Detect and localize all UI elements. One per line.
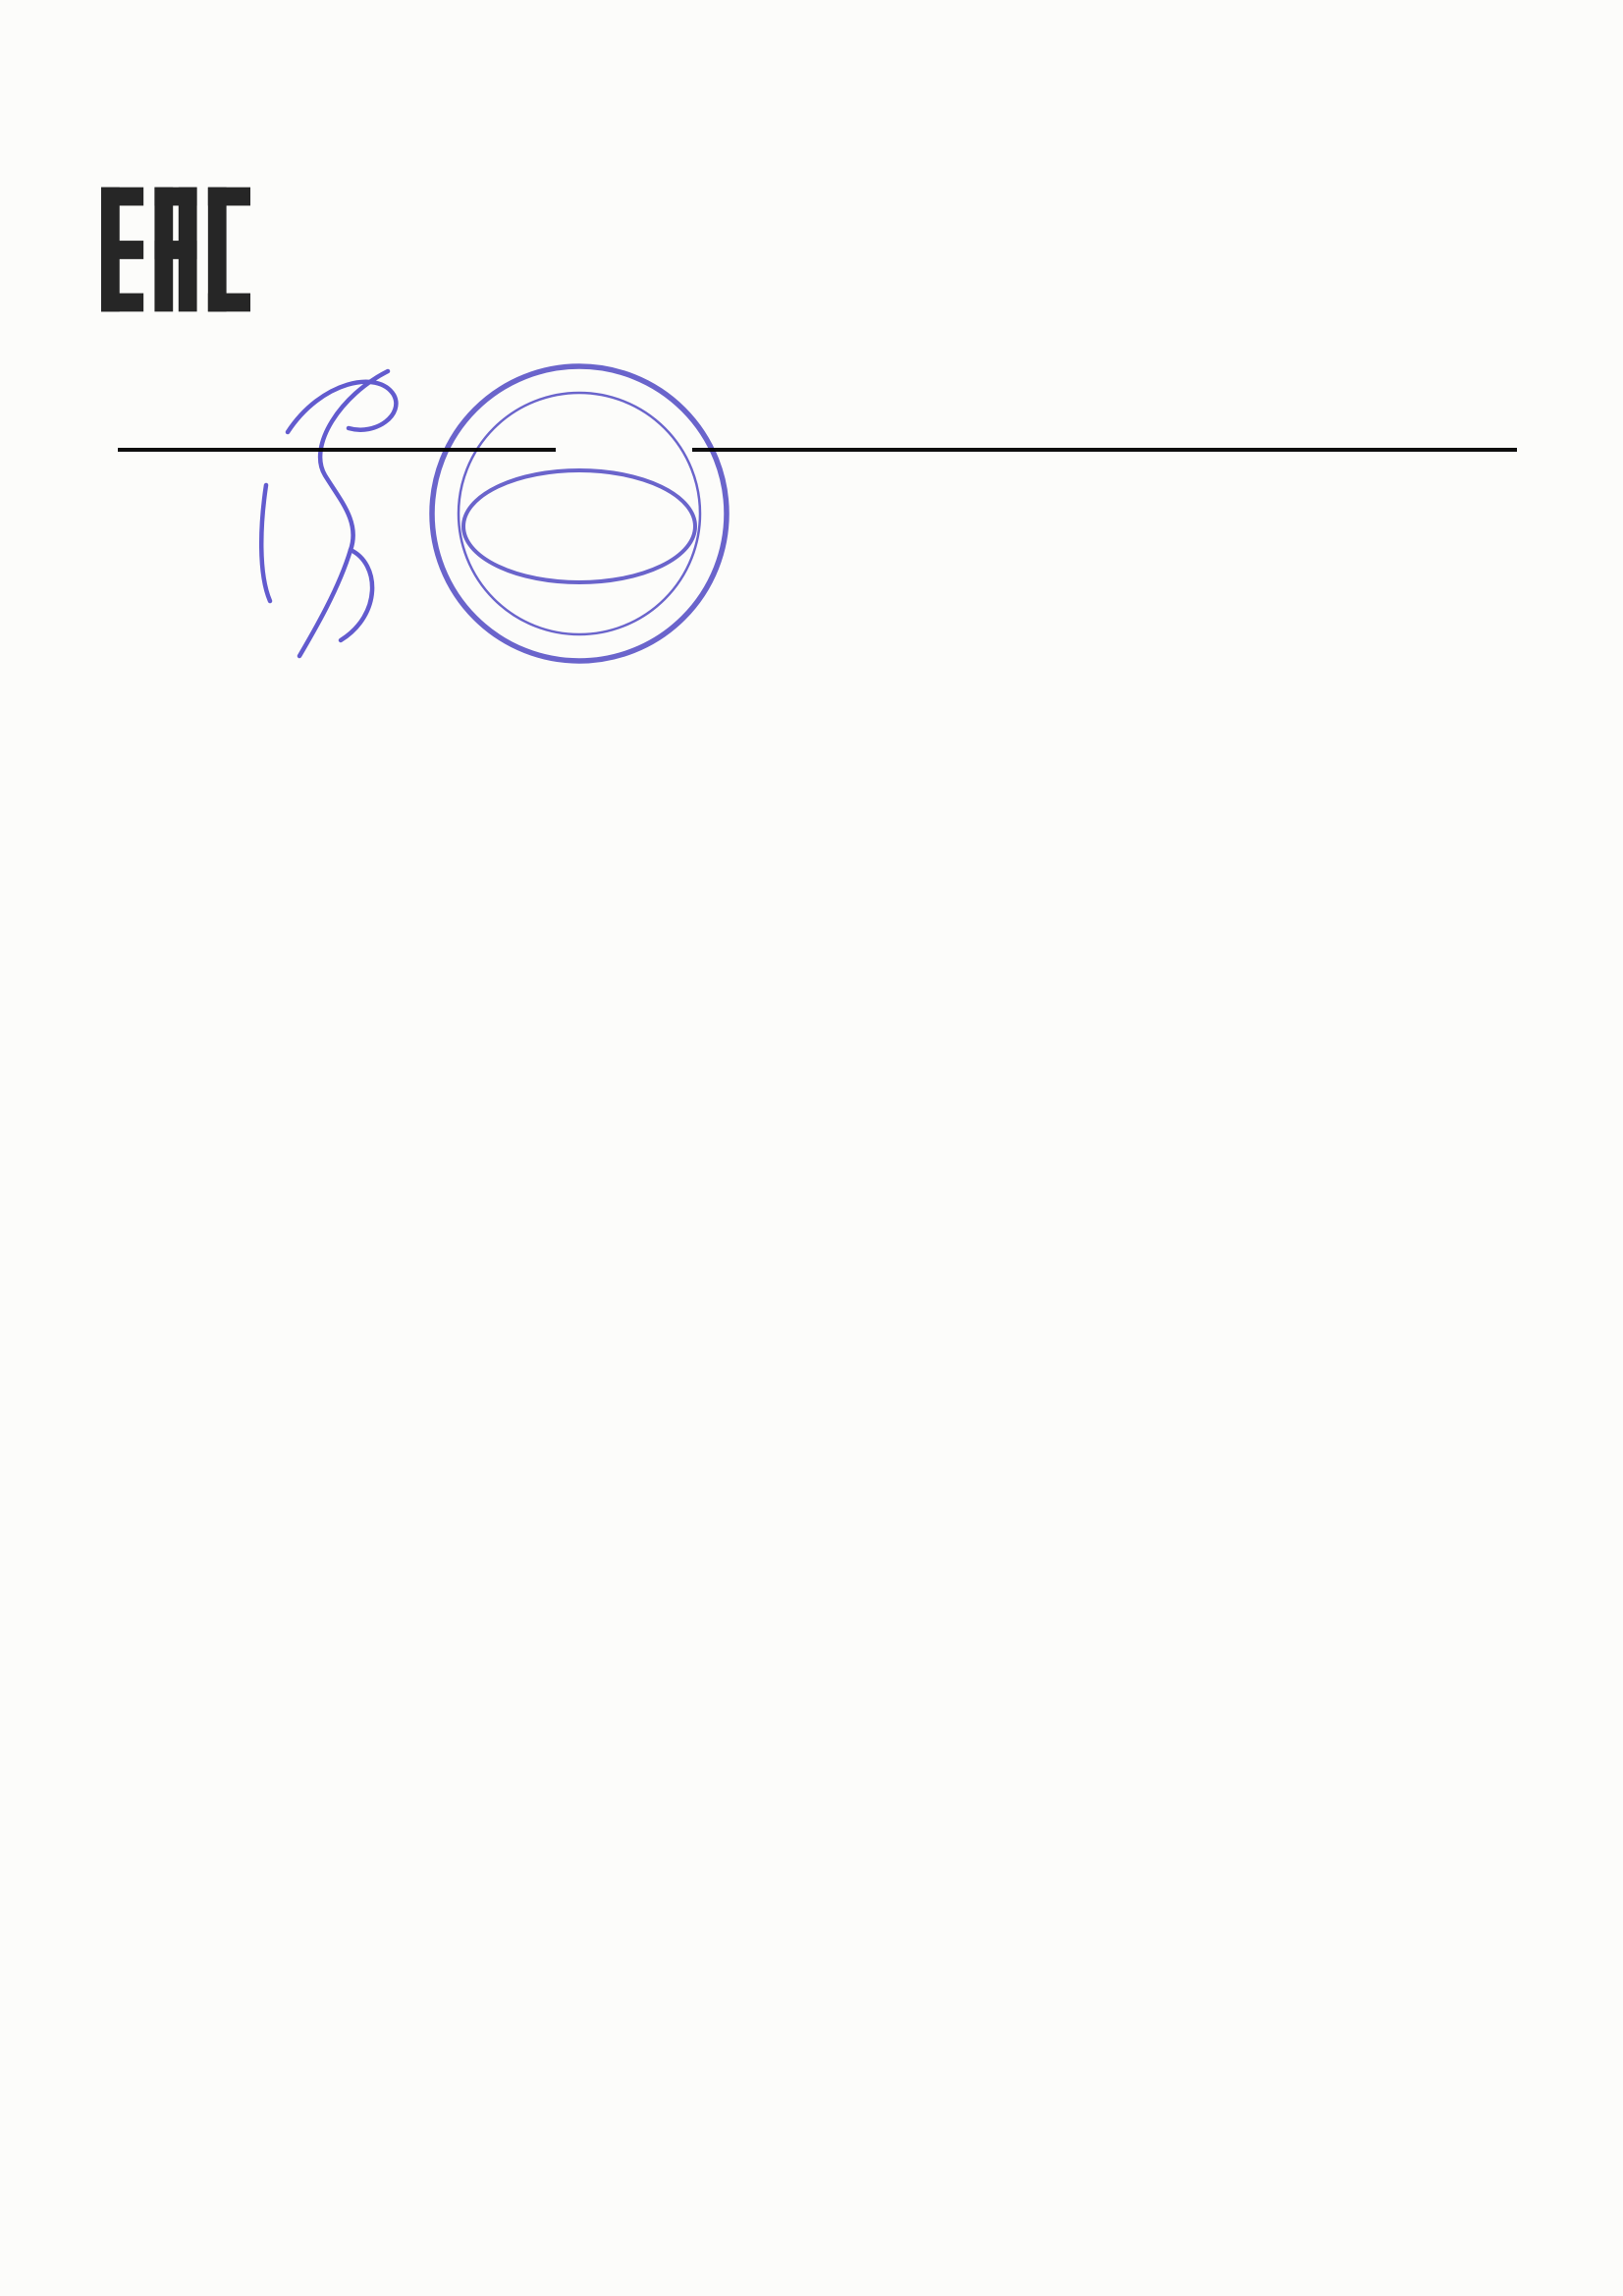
document-body [108, 391, 1519, 522]
name-line [692, 448, 1517, 452]
signature-line [118, 448, 556, 452]
company-stamp [412, 347, 746, 681]
signature-block [108, 403, 1519, 497]
qr-code [1282, 187, 1449, 354]
eac-mark-logo [101, 183, 250, 316]
handwritten-signature [231, 338, 555, 677]
